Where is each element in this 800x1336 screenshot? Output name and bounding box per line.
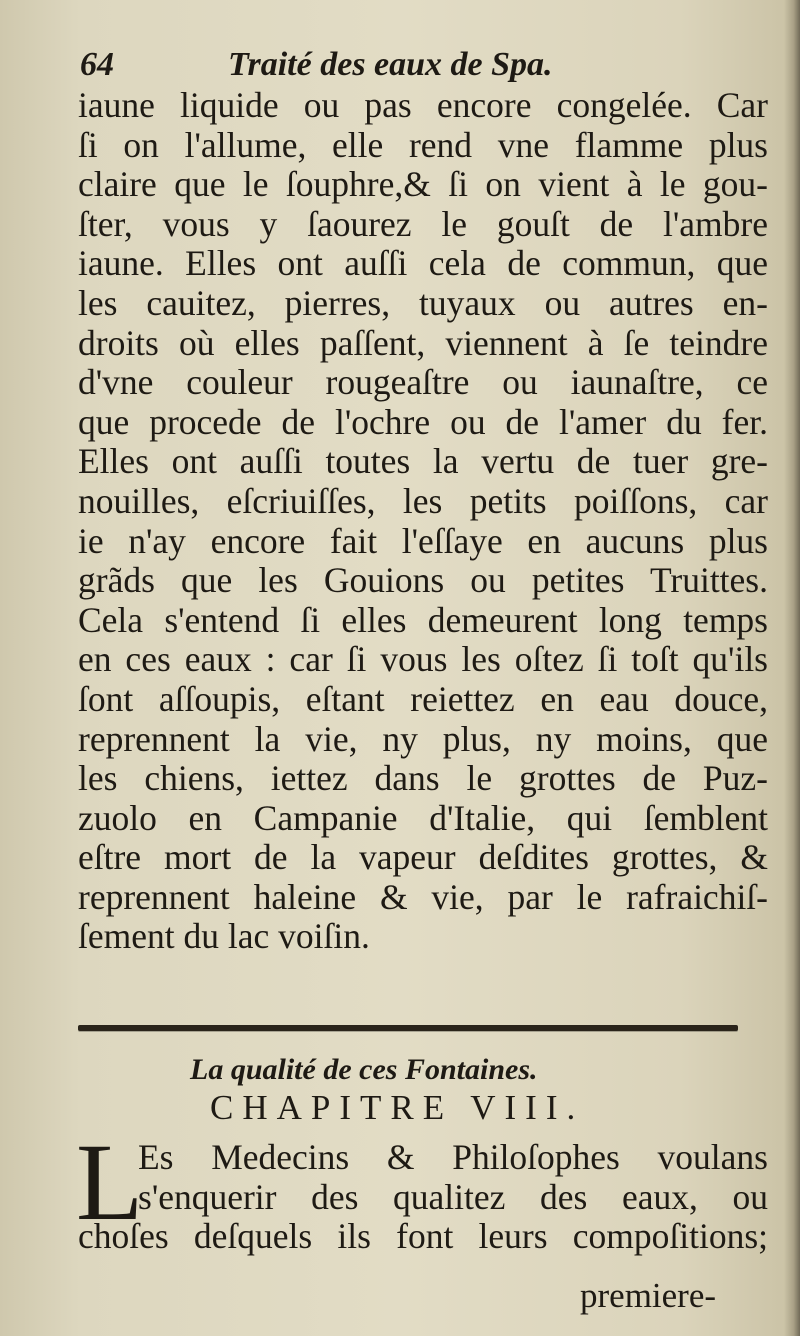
text-line: reprennent la vie, ny plus, ny moins, que [78,718,768,759]
section-divider [78,1025,738,1031]
running-title: Traité des eaux de Spa. [228,46,553,83]
text-line: iaune liquide ou pas encore congelée. Car [78,85,768,125]
chapter-line: s'enquerir des qualitez des eaux, ou [138,1176,768,1217]
text-line: grãds que les Gouions ou petites Truittes. [78,560,768,601]
text-line: reprennent haleine & vie, par le rafraichiſ- [78,876,768,917]
text-line: nouilles, eſcriuiſſes, les petits poiſſons, car [78,480,768,521]
text-line: que procede de l'ochre ou de l'amer du fer. [78,401,768,442]
text-line: claire que le ſouphre,& ſi on vient à le gou- [78,164,768,205]
text-line: zuolo en Campanie d'Italie, qui ſemblent [78,797,768,838]
chapter-line: Es Medecins & Philoſophes voulans [138,1137,768,1177]
catchword: premiere- [580,1276,717,1315]
text-line-last: ſement du lac voiſin. [78,916,370,957]
text-line: les chiens, iettez dans le grottes de Puz- [78,758,768,799]
text-line: eſtre mort de la vapeur deſdites grottes, & [78,837,768,878]
chapter-line: choſes deſquels ils font leurs compoſitions; [78,1216,768,1257]
chapter-text [78,1138,768,1257]
text-line: ſont aſſoupis, eſtant reiettez en eau douce, [78,678,768,719]
text-line: d'vne couleur rougeaſtre ou iaunaſtre, ce [78,362,768,403]
text-line: ſter, vous y ſaourez le gouſt de l'ambre [78,203,768,244]
drop-cap: L [76,1121,144,1243]
chapter-heading: CHAPITRE VIII. [210,1088,585,1127]
body-text [78,86,768,957]
page-header [80,40,760,90]
text-line: droits où elles paſſent, viennent à ſe teindre [78,322,768,363]
text-line: les cauitez, pierres, tuyaux ou autres en- [78,282,768,323]
text-line: ie n'ay encore fait l'eſſaye en aucuns plus [78,520,768,561]
page-number: 64 [80,46,114,83]
section-title: La qualité de ces Fontaines. [190,1053,538,1086]
page-fore-edge [784,0,800,1336]
text-line: Cela s'entend ſi elles demeurent long temps [78,599,768,640]
text-line: Elles ont auſſi toutes la vertu de tuer gre- [78,441,768,482]
text-line: iaune. Elles ont auſſi cela de commun, que [78,243,768,284]
text-line: ſi on l'allume, elle rend vne flamme plus [78,124,768,165]
text-line: en ces eaux : car ſi vous les oſtez ſi toſt qu'ils [78,639,768,680]
